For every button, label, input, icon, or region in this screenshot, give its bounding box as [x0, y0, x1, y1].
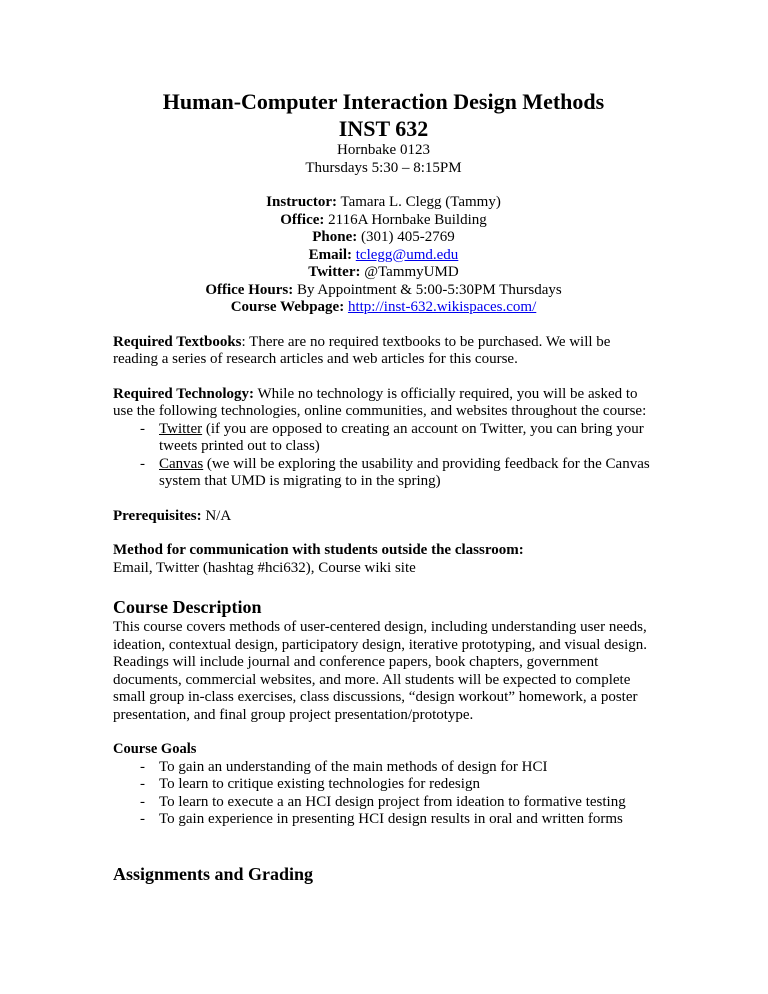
webpage-line: [113, 299, 654, 317]
bullet-marker: -: [140, 420, 145, 437]
title-block: [113, 88, 654, 177]
office-hours-label: Office Hours:: [205, 281, 294, 298]
office-value: 2116A Hornbake Building: [324, 211, 487, 228]
webpage-label: Course Webpage:: [230, 299, 345, 315]
twitter-value: @TammyUMD: [360, 264, 459, 280]
bullet-marker: -: [140, 811, 145, 827]
course-goals-list: [113, 759, 654, 829]
required-technology-paragraph: [113, 386, 654, 421]
phone-label: Phone:: [312, 229, 358, 245]
twitter-term: Twitter: [159, 420, 203, 437]
assignments-grading-heading: Assignments and Grading: [113, 863, 314, 884]
course-code: INST 632: [338, 116, 429, 141]
instructor-value: Tamara L. Clegg (Tammy): [337, 194, 501, 210]
instructor-label: Instructor:: [266, 194, 337, 210]
technology-item-canvas: [159, 456, 654, 491]
page-title: Human-Computer Interaction Design Methods: [162, 89, 605, 114]
course-goal-item: To learn to critique existing technologies for redesign: [159, 776, 480, 792]
canvas-term-text: (we will be exploring the usability and providing feedback for the Canvas system that UMD is migrating to in the spring): [159, 455, 650, 489]
office-hours-line: [113, 282, 654, 300]
list-item: [113, 794, 654, 812]
office-line: [113, 212, 654, 230]
communication-label: Method for communication with students outside the classroom:: [113, 542, 524, 558]
technology-list: [113, 421, 654, 491]
course-schedule: Thursdays 5:30 – 8:15PM: [305, 159, 462, 176]
list-item: [113, 456, 654, 491]
email-line: [113, 247, 654, 265]
bullet-marker: -: [140, 455, 145, 472]
required-technology-label: Required Technology:: [113, 385, 254, 402]
course-goal-item: To gain an understanding of the main methods of design for HCI: [159, 758, 548, 775]
office-label: Office:: [280, 211, 325, 228]
instructor-block: [113, 194, 654, 317]
communication-value: Email, Twitter (hashtag #hci632), Course wiki site: [113, 559, 416, 576]
course-goals-heading: Course Goals: [113, 741, 197, 757]
bullet-marker: -: [140, 758, 145, 775]
course-webpage-link[interactable]: http://inst-632.wikispaces.com/: [347, 299, 537, 315]
office-hours-value: By Appointment & 5:00-5:30PM Thursdays: [293, 281, 562, 298]
bullet-marker: -: [140, 793, 145, 810]
course-description-text: This course covers methods of user-centered design, including understanding user needs, ideation, contextual design, participatory design, iterative prototyping, and visual design. Readings will include journal and conference papers, book chapters, government documents, commercial websites, and more. All students will be expected to complete small group in-class exercises, class discussions, “design workout” homework, a poster presentation, and final group project presentation/prototype.: [113, 619, 648, 723]
course-description-heading: Course Description: [113, 597, 262, 617]
phone-value: (301) 405-2769: [357, 229, 455, 245]
bullet-marker: -: [140, 776, 145, 792]
course-location: Hornbake 0123: [337, 142, 430, 158]
twitter-label: Twitter:: [308, 264, 361, 280]
twitter-line: [113, 264, 654, 282]
prerequisites-paragraph: [113, 508, 654, 526]
course-goal-item: To gain experience in presenting HCI design results in oral and written forms: [159, 811, 623, 827]
list-item: [113, 759, 654, 777]
list-item: [113, 421, 654, 456]
technology-item-twitter: [159, 421, 654, 456]
list-item: [113, 776, 654, 794]
required-technology-text: While no technology is officially required, you will be asked to use the following technologies, online communities, and websites throughout the course:: [113, 385, 647, 419]
course-goal-item: To learn to execute a an HCI design project from ideation to formative testing: [159, 793, 626, 810]
prerequisites-label: Prerequisites:: [113, 507, 202, 524]
list-item: [113, 811, 654, 829]
required-textbooks-paragraph: [113, 334, 654, 369]
required-textbooks-text: : There are no required textbooks to be purchased. We will be reading a series of research articles and web articles for this course.: [113, 333, 611, 367]
email-label: Email:: [308, 246, 353, 263]
canvas-term: Canvas: [159, 455, 204, 472]
prerequisites-value: N/A: [201, 507, 232, 524]
email-link[interactable]: tclegg@umd.edu: [355, 246, 459, 263]
instructor-line: [113, 194, 654, 212]
communication-paragraph: [113, 542, 654, 577]
twitter-term-text: (if you are opposed to creating an account on Twitter, you can bring your tweets printed out to class): [159, 420, 644, 454]
phone-line: [113, 229, 654, 247]
required-textbooks-label: Required Textbooks: [113, 333, 242, 350]
